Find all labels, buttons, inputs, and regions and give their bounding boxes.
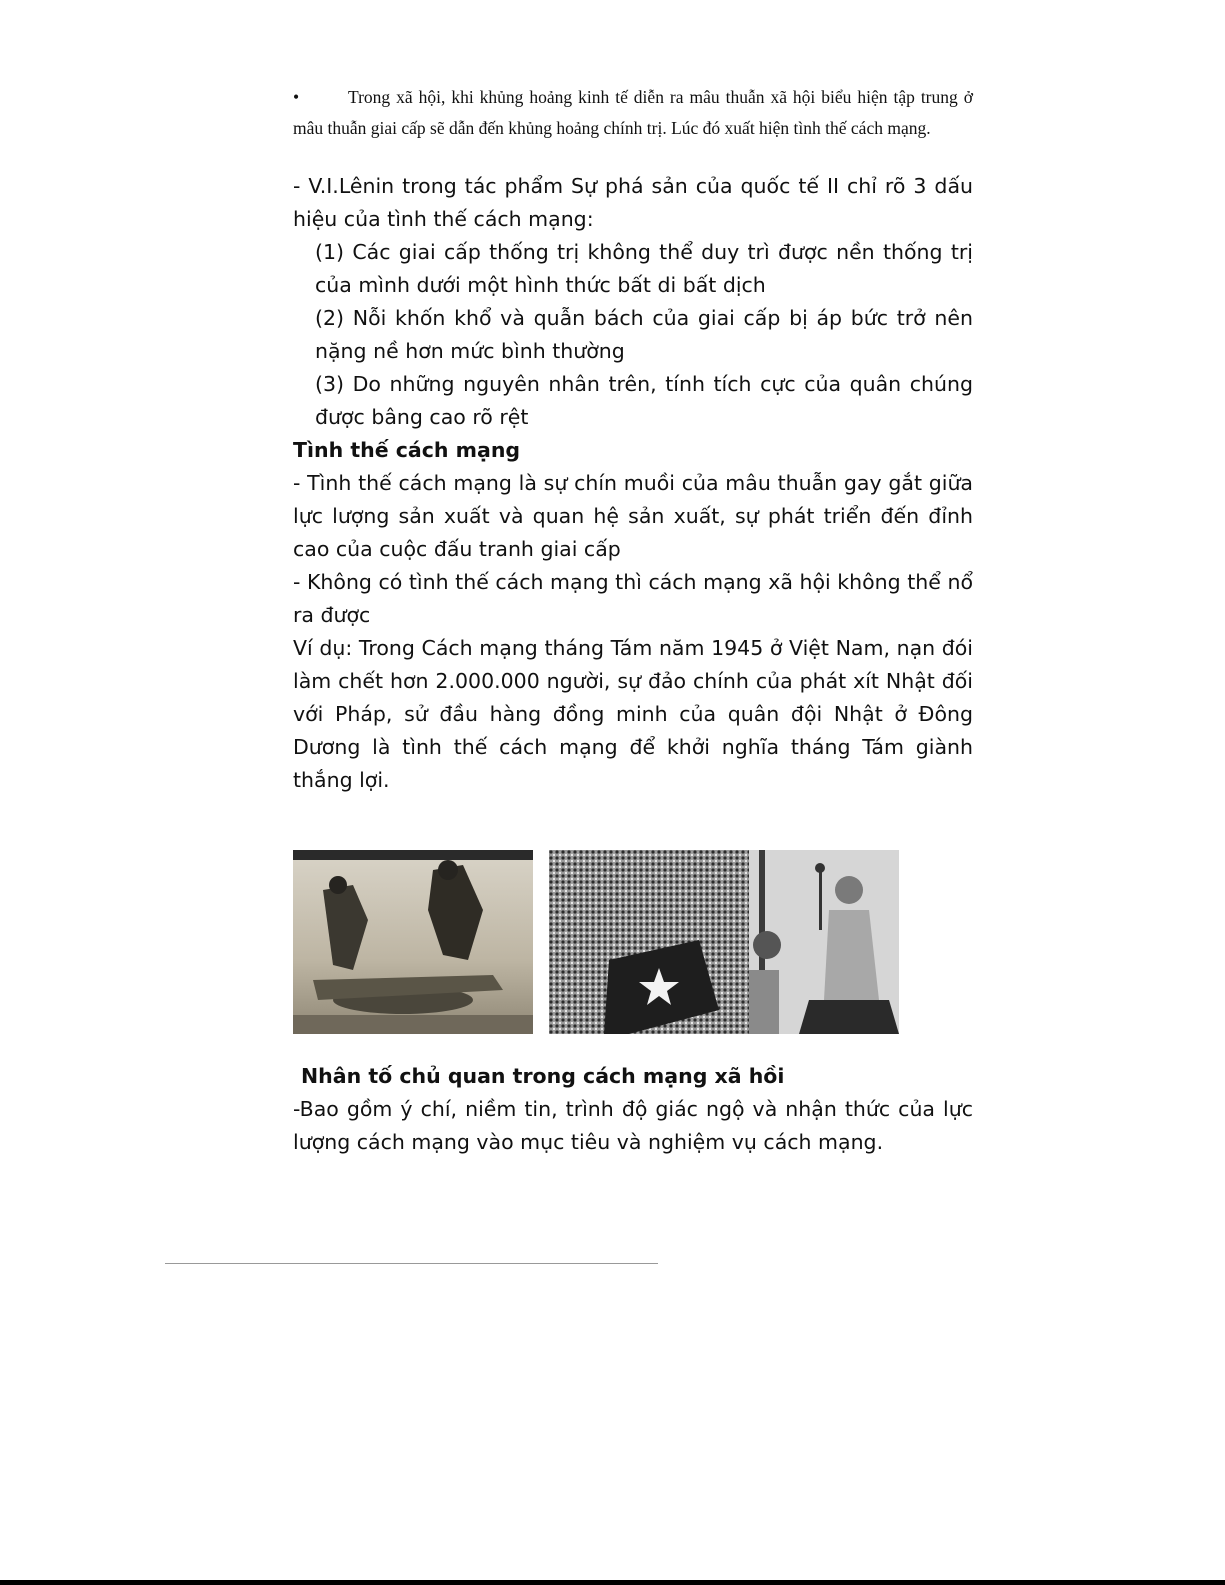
subjective-paragraph: -Bao gồm ý chí, niềm tin, trình độ giác ngộ và nhận thức của lực lượng cách mạng vào mục tiêu và nghiệm vụ cách mạng. xyxy=(293,1097,973,1154)
subjective-heading: Nhân tố chủ quan trong cách mạng xã hồi xyxy=(301,1064,785,1088)
intro-text: Trong xã hội, khi khủng hoảng kinh tế diễn ra mâu thuẫn xã hội biểu hiện tập trung ở mâu thuẫn giai cấp sẽ dẫn đến khủng hoảng chính trị. Lúc đó xuất hiện tình thế cách mạng. xyxy=(293,87,973,138)
historical-photos xyxy=(293,850,905,1034)
example-paragraph: Ví dụ: Trong Cách mạng tháng Tám năm 1945 ở Việt Nam, nạn đói làm chết hơn 2.000.000 người, sự đảo chính của phát xít Nhật đối với Pháp, sử đầu hàng đồng minh của quân đội Nhật ở Đông Dương là tình thế cách mạng để khởi nghĩa tháng Tám giành thắng lợi. xyxy=(293,636,973,792)
situation-paragraph-2: - Không có tình thế cách mạng thì cách mạng xã hội không thể nổ ra được xyxy=(293,570,973,627)
intro-paragraph xyxy=(293,82,973,144)
main-content xyxy=(293,170,973,797)
page-bottom-edge xyxy=(0,1580,1225,1585)
situation-paragraph-1: - Tình thế cách mạng là sự chín muồi của mâu thuẫn gay gắt giữa lực lượng sản xuất và quan hệ sản xuất, sự phát triển đến đỉnh cao của cuộc đấu tranh giai cấp xyxy=(293,471,973,561)
crowd-flag-photo xyxy=(549,850,749,1034)
footer-divider xyxy=(165,1263,658,1264)
subjective-section xyxy=(293,1060,973,1159)
situation-heading: Tình thế cách mạng xyxy=(293,438,521,462)
speaker-photo xyxy=(749,850,899,1034)
lenin-paragraph: - V.I.Lênin trong tác phẩm Sự phá sản của quốc tế II chỉ rõ 3 dấu hiệu của tình thế cách mạng: xyxy=(293,174,973,231)
sign-3: (3) Do những nguyên nhân trên, tính tích cực của quân chúng được bâng cao rõ rệt xyxy=(315,372,973,429)
famine-photo xyxy=(293,850,533,1034)
sign-2: (2) Nỗi khốn khổ và quẫn bách của giai cấp bị áp bức trở nên nặng nề hơn mức bình thường xyxy=(315,306,973,363)
bullet-marker: • xyxy=(293,87,300,107)
sign-1: (1) Các giai cấp thống trị không thể duy trì được nền thống trị của mình dưới một hình thức bất di bất dịch xyxy=(315,240,973,297)
